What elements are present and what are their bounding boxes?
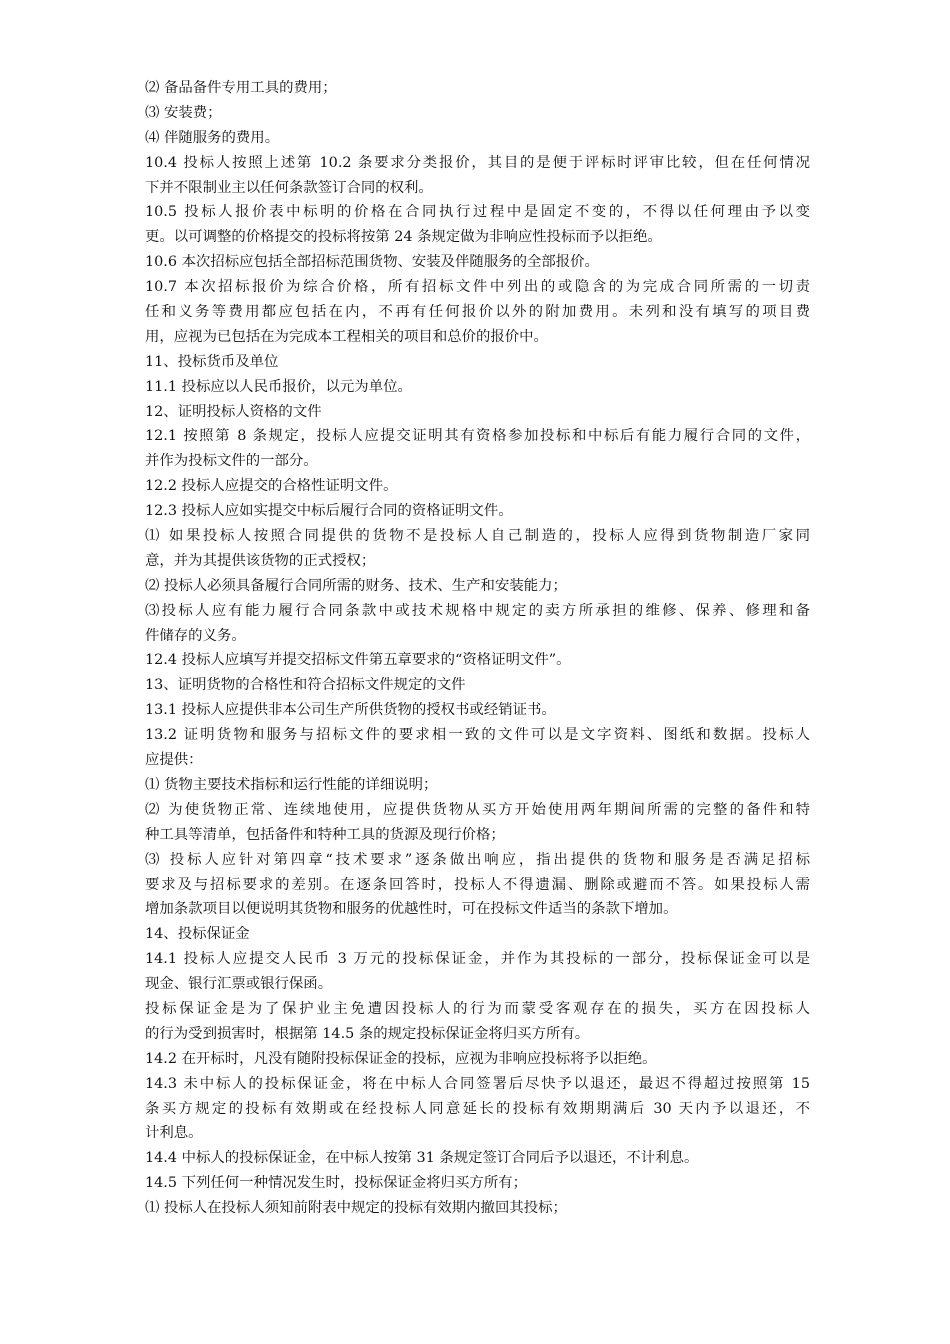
document-page [145,76,810,1221]
text-line: ⑶ 投标人应针对第四章“技术要求”逐条做出响应，指出提供的货物和服务是否满足招标 [145,851,810,868]
text-line: ⑵ 投标人必须具备履行合同所需的财务、技术、生产和安装能力； [145,577,567,594]
text-line: 用，应视为已包括在为完成本工程相关的项目和总价的报价中。 [145,328,548,345]
text-line: 增加条款项目以便说明其货物和服务的优越性时，可在投标文件适当的条款下增加。 [145,901,678,918]
text-line: 下并不限制业主以任何条款签订合同的权利。 [145,179,433,196]
text-line: 14.2 在开标时，凡没有随附投标保证金的投标，应视为非响应投标将予以拒绝。 [145,1050,657,1067]
text-line: ⑴ 投标人在投标人须知前附表中规定的投标有效期内撤回其投标； [145,1200,567,1217]
text-line: 更。以可调整的价格提交的投标将按第 24 条规定做为非响应性投标而予以拒绝。 [145,229,662,246]
text-line: 11.1 投标应以人民币报价，以元为单位。 [145,378,412,395]
text-line: 11、投标货币及单位 [145,353,279,370]
text-line: 条买方规定的投标有效期或在经投标人同意延长的投标有效期期满后 30 天内予以退还，不 [145,1100,810,1117]
text-line: 计利息。 [145,1125,203,1142]
text-line: 的行为受到损害时，根据第 14.5 条的规定投标保证金将归买方所有。 [145,1025,590,1042]
text-line: 要求及与招标要求的差别。在逐条回答时，投标人不得遗漏、删除或避而不答。如果投标人需 [145,876,810,893]
text-line: 任和义务等费用都应包括在内，不再有任何报价以外的附加费用。未列和没有填写的项目费 [145,304,810,321]
text-line: 14、投标保证金 [145,926,250,943]
text-line: 10.6 本次招标应包括全部招标范围货物、安装及伴随服务的全部报价。 [145,254,599,271]
text-line: 14.1 投标人应提交人民币 3 万元的投标保证金，并作为其投标的一部分，投标保证金可以是 [145,951,810,968]
text-line: ⑵ 为使货物正常、连续地使用，应提供货物从买方开始使用两年期间所需的完整的备件和特 [145,801,810,818]
text-line: ⑶投标人应有能力履行合同条款中或技术规格中规定的卖方所承担的维修、保养、修理和备 [145,602,810,619]
text-line: 12、证明投标人资格的文件 [145,403,322,420]
text-line: 现金、银行汇票或银行保函。 [145,976,333,993]
text-line: 件储存的义务。 [145,627,246,644]
text-line: 12.2 投标人应提交的合格性证明文件。 [145,478,398,495]
text-line: 应提供： [145,752,203,769]
text-line: 12.1 按照第 8 条规定，投标人应提交证明其有资格参加投标和中标后有能力履行合同的文件， [145,428,810,445]
text-line: 14.5 下列任何一种情况发生时，投标保证金将归买方所有； [145,1175,527,1192]
text-line: 14.4 中标人的投标保证金，在中标人按第 31 条规定签订合同后予以退还，不计利息。 [145,1150,699,1167]
text-line: ⑶ 安装费； [145,104,222,121]
text-line: 并作为投标文件的一部分。 [145,453,318,470]
text-line: 12.4 投标人应填写并提交招标文件第五章要求的“资格证明文件”。 [145,652,571,669]
text-line: 投标保证金是为了保护业主免遭因投标人的行为而蒙受客观存在的损失，买方在因投标人 [145,1000,810,1017]
text-line: 种工具等清单，包括备件和特种工具的货源及现行价格； [145,826,505,843]
text-line: 13.1 投标人应提供非本公司生产所供货物的授权书或经销证书。 [145,702,556,719]
text-line: ⑴ 如果投标人按照合同提供的货物不是投标人自己制造的，投标人应得到货物制造厂家同 [145,528,810,545]
text-line: ⑷ 伴随服务的费用。 [145,129,280,146]
text-line: 14.3 未中标人的投标保证金，将在中标人合同签署后尽快予以退还，最迟不得超过按照第 15 [145,1075,810,1092]
text-line: 13.2 证明货物和服务与招标文件的要求相一致的文件可以是文字资料、图纸和数据。投标人 [145,727,810,744]
text-line: ⑴ 货物主要技术指标和运行性能的详细说明； [145,776,438,793]
text-line: 10.4 投标人按照上述第 10.2 条要求分类报价，其目的是便于评标时评审比较，但在任何情况 [145,154,810,171]
text-line: 意，并为其提供该货物的正式授权； [145,552,376,569]
text-line: 13、证明货物的合格性和符合招标文件规定的文件 [145,677,466,694]
text-line: 10.5 投标人报价表中标明的价格在合同执行过程中是固定不变的，不得以任何理由予以变 [145,204,810,221]
text-line: 12.3 投标人应如实提交中标后履行合同的资格证明文件。 [145,503,513,520]
text-line: 10.7 本次招标报价为综合价格，所有招标文件中列出的或隐含的为完成合同所需的一切责 [145,279,810,296]
text-line: ⑵ 备品备件专用工具的费用； [145,80,337,96]
